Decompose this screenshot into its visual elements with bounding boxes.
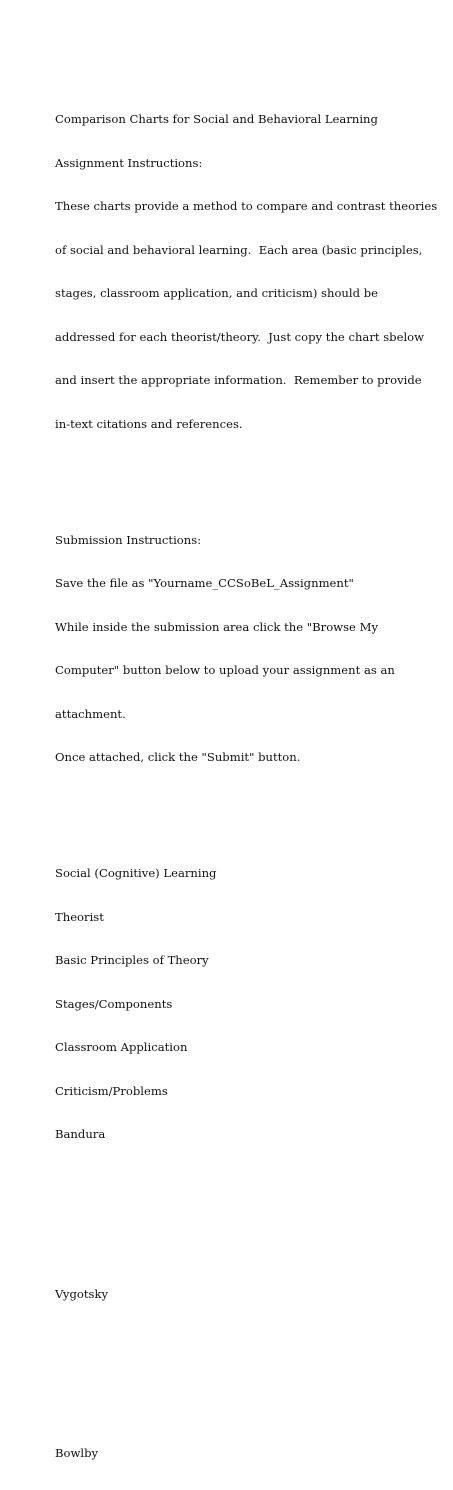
submission-instructions-line: Save the file as "Yourname_CCSoBeL_Assignment" bbox=[55, 576, 354, 590]
submission-instructions-line: Once attached, click the "Submit" button. bbox=[55, 750, 301, 764]
assignment-instructions-line: and insert the appropriate information. Remember to provide bbox=[55, 373, 422, 387]
assignment-instructions-line: of social and behavioral learning. Each area (basic principles, bbox=[55, 242, 423, 257]
assignment-instructions-line: in-text citations and references. bbox=[55, 416, 243, 431]
chart-row-spacer bbox=[55, 1185, 435, 1243]
theorist-vygotsky: Vygotsky bbox=[55, 1286, 109, 1301]
submission-instructions-line: attachment. bbox=[55, 706, 126, 721]
submission-instructions-line: Computer" button below to upload your assignment as an bbox=[55, 663, 395, 677]
chart-header-basic-principles: Basic Principles of Theory bbox=[55, 953, 209, 967]
chart-header-theorist: Theorist bbox=[55, 909, 104, 924]
submission-instructions-line: While inside the submission area click the "Browse My bbox=[55, 619, 379, 634]
submission-instructions-heading: Submission Instructions: bbox=[55, 532, 202, 547]
assignment-instructions-line: stages, classroom application, and criticism) should be bbox=[55, 286, 378, 300]
theorist-bowlby: Bowlby bbox=[55, 1446, 99, 1460]
assignment-instructions-line: addressed for each theorist/theory. Just copy the chart sbelow bbox=[55, 329, 425, 344]
paragraph-spacer bbox=[55, 475, 435, 490]
assignment-instructions-heading: Assignment Instructions: bbox=[55, 155, 203, 170]
document-title: Comparison Charts for Social and Behavioral Learning bbox=[55, 112, 378, 126]
theorist-bandura: Bandura bbox=[55, 1127, 106, 1141]
chart-header-classroom-application: Classroom Application bbox=[55, 1040, 188, 1054]
chart-header-stages: Stages/Components bbox=[55, 996, 173, 1011]
chart-row-spacer bbox=[55, 1345, 435, 1403]
assignment-instructions-line: These charts provide a method to compare and contrast theories bbox=[55, 199, 438, 213]
chart-title: Social (Cognitive) Learning bbox=[55, 866, 217, 880]
paragraph-spacer bbox=[55, 808, 435, 823]
document-body bbox=[55, 83, 438, 1490]
chart-header-criticism: Criticism/Problems bbox=[55, 1083, 168, 1098]
